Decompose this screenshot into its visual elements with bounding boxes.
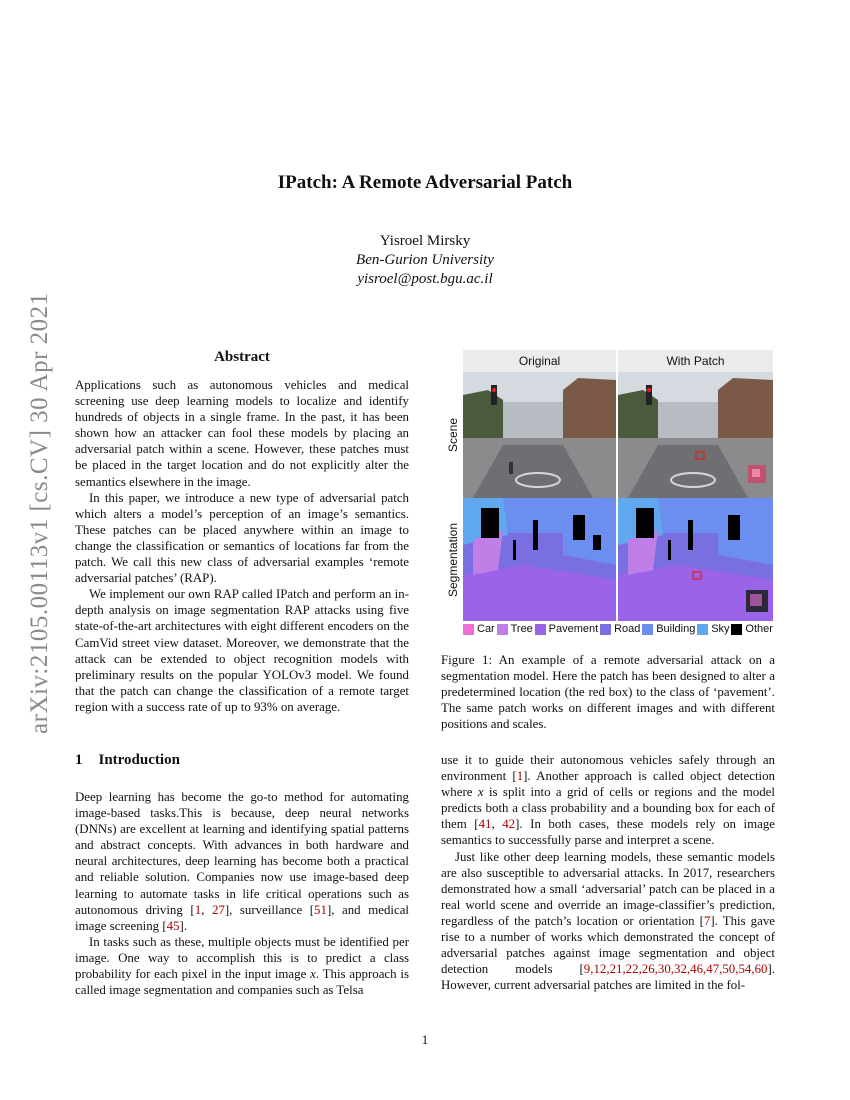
row-label-segmentation: Segmentation [446,522,460,597]
tree-swatch [497,624,508,635]
citation-link[interactable]: 1 [194,902,202,917]
citation-link[interactable]: 45 [166,918,180,933]
legend-item-other: Other [731,623,773,635]
abstract-paragraph: In this paper, we introduce a new type of adversarial patch which alters a model’s perception of an image’s semantics. These patches can be placed anywhere within an image to change the classification or semantics of locations far from the patch. We call this new class of adversarial examples ‘remote adversarial patches’ (RAP). [75,490,409,586]
citation-link[interactable]: 41 [478,817,492,832]
sky-swatch [697,624,708,635]
author-name: Yisroel Mirsky [379,233,471,249]
citation-link[interactable]: 42 [502,817,516,832]
intro-paragraph: Deep learning has become the go-to method for automating image-based tasks.This is because, deep neural networks (DNNs) are excellent at learning and identifying spatial patterns and abstract concepts. With advances in both hardware and neural architectures, deep learning has become both a practical and reliable solution. Companies now use image-based deep learning to automate tasks in life critical operations such as autonomous driving [1, 27], surveillance [51], and medical image screening [45]. [75,790,409,933]
figure-panels [443,350,773,622]
legend-item-tree: Tree [497,623,533,635]
scene-with-patch-image [618,372,773,498]
arxiv-identifier: arXiv:2105.00113v1 [cs.CV] 30 Apr 2021 [26,292,53,734]
citation-link[interactable]: 27 [211,902,225,917]
abstract-body [75,377,409,715]
abstract-paragraph: We implement our own RAP called IPatch and perform an in-depth analysis on image segmentation RAP attacks using five state-of-the-art architectures with eight different encoders on the CamVid street view dataset. Moreover, we demonstrate that the attack can be extended to object recognition models with preliminary results on the popular YOLOv3 model. We found that the patch can change the classification of a remote target region with a success rate of up to 93% on average. [75,587,409,714]
figure-legend [463,623,773,635]
section-title: Introduction [98,752,180,768]
row-label-scene: Scene [446,417,460,453]
car-swatch [463,624,474,635]
legend-item-building: Building [642,623,695,635]
legend-item-pavement: Pavement [535,623,599,635]
abstract-heading: Abstract [214,349,270,365]
other-swatch [731,624,742,635]
pavement-swatch [535,624,546,635]
abstract-paragraph: Applications such as autonomous vehicles and medical screening use deep learning models to localize and identify hundreds of objects in a single frame. In the past, it has been shown how an attacker can fool these models by placing an adversarial patch within a scene. However, these patches must be placed in the target location and do not explicitly alter the semantics elsewhere in the image. [75,378,409,489]
segmentation-with-patch-image [618,498,773,621]
road-swatch [600,624,611,635]
column-header-original: Original [463,350,616,372]
section-heading-introduction [75,752,196,769]
figure-caption: Figure 1: An example of a remote adversarial attack on a segmentation model. Here the patch has been designed to alter a predetermined location (the red box) to the class of ‘pavement’. The same patch works on different images and with different positions and scales. [441,653,775,732]
author-email[interactable]: yisroel@post.bgu.ac.il [357,271,493,287]
paper-title: IPatch: A Remote Adversarial Patch [277,172,573,193]
intro-paragraph: In tasks such as these, multiple objects must be identified per image. One way to accomplish this is to predict a class probability for each pixel in the input image x. This approach is called image segmentation and companies such as Telsa [75,934,409,998]
right-column-body [441,752,775,993]
page-number: 1 [421,1032,429,1047]
building-swatch [642,624,653,635]
section-number: 1 [75,752,83,768]
author-block [0,232,850,289]
citation-link[interactable]: 7 [703,913,711,928]
legend-item-sky: Sky [697,623,729,635]
body-paragraph: use it to guide their autonomous vehicles safely through an environment [1]. Another approach is called object detection where x is split into a grid of cells or regions and the model predicts both a class probability and a bounding box for each of them [41, 42]. In both cases, these models rely on image semantics to successfully parse and interpret a scene. [441,753,775,848]
figure-1 [443,350,773,642]
scene-original-image [463,372,616,498]
citation-list[interactable]: 9,12,21,22,26,30,32,46,47,50,54,60 [583,962,768,977]
column-header-with-patch: With Patch [618,350,773,372]
legend-item-road: Road [600,623,640,635]
citation-link[interactable]: 1 [516,769,524,784]
author-affiliation: Ben-Gurion University [356,252,494,268]
legend-item-car: Car [463,623,495,635]
segmentation-original-image [463,498,616,621]
introduction-body [75,789,409,998]
citation-link[interactable]: 51 [314,902,327,917]
body-paragraph: Just like other deep learning models, these semantic models are also susceptible to adversarial attacks. In 2017, researchers demonstrated how a small ‘adversarial’ patch can be placed in a real world scene and override an image-classifier’s prediction, regardless of the patch’s location or orientation [7]. This gave rise to a number of works which demonstrated the concept of adversarial patches against image segmentation and object detection models [9,12,21,22,26,30,32,46,47,50,54,60]. However, current adversarial patches are limited in the fol- [441,849,775,993]
